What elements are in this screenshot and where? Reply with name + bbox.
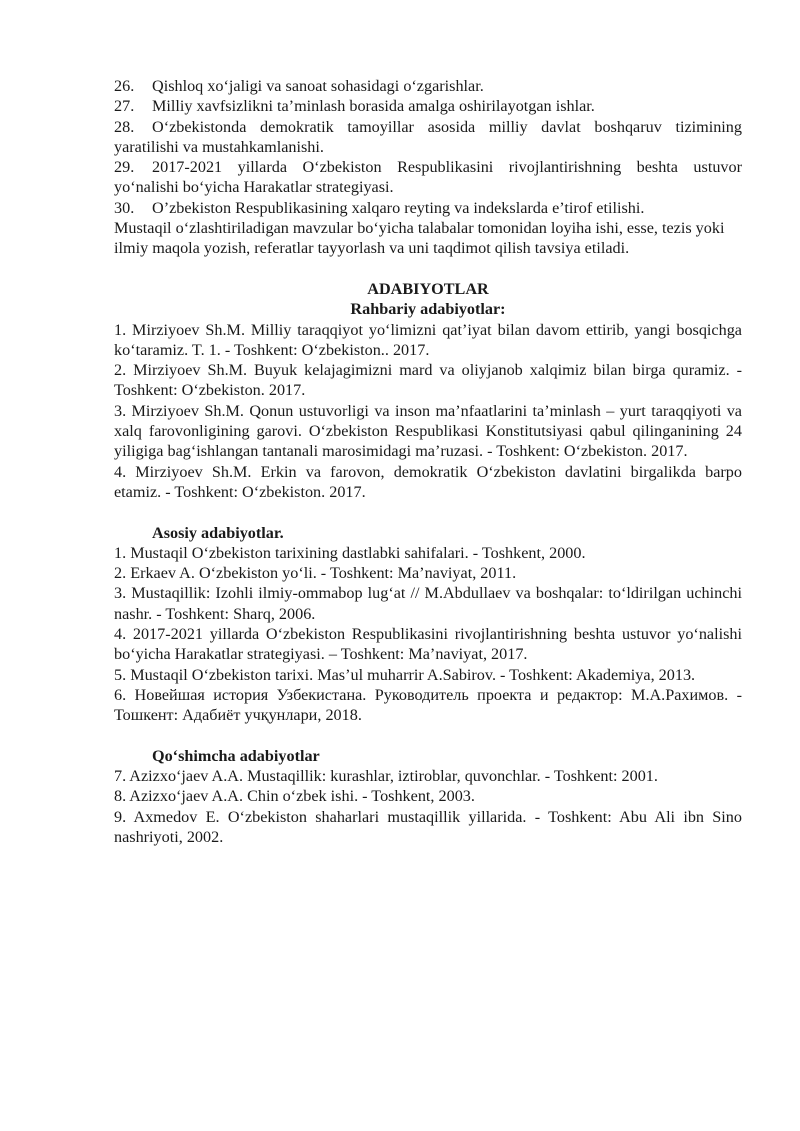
topic-number: 30. <box>114 198 135 217</box>
topic-item <box>114 198 742 218</box>
reference-item: 6. Новейшая история Узбекистана. Руководитель проекта и редактор: М.А.Рахимов. - Тошкент: Адабиёт учқунлари, 2018. <box>114 685 742 725</box>
topic-number: 29. <box>114 158 135 177</box>
topic-text: Milliy xavfsizlikni ta’minlash borasida amalga oshirilayotgan ishlar. <box>152 97 595 116</box>
qoshimcha-list <box>114 766 742 847</box>
independent-study-note: Mustaqil o‘zlashtiriladigan mavzular bo‘yicha talabalar tomonidan loyiha ishi, esse, tezis yoki ilmiy maqola yozish, referatlar tayyorlash va uni taqdimot qilish tavsiya etiladi. <box>114 219 725 258</box>
rahbariy-list <box>114 320 742 503</box>
reference-item: 5. Mustaqil O‘zbekiston tarixi. Mas’ul muharrir A.Sabirov. - Toshkent: Akademiya, 2013. <box>114 665 696 684</box>
reference-item: 1. Mirziyoev Sh.M. Milliy taraqqiyot yo‘limizni qat’iyat bilan davom ettirib, yangi bosqichga ko‘taramiz. T. 1. - Toshkent: O‘zbekiston.. 2017. <box>114 320 742 359</box>
topic-number: 26. <box>114 77 135 95</box>
section-title-rahbariy: Rahbariy adabiyotlar: <box>350 300 506 319</box>
topic-text: O‘zbekistonda demokratik tamoyillar asosida milliy davlat boshqaruv tizimining yaratilishi va mustahkamlanishi. <box>114 117 742 156</box>
reference-item: 4. Mirziyoev Sh.M. Erkin va farovon, demokratik O‘zbekiston davlatini birgalikda barpo etamiz. - Toshkent: O‘zbekiston. 2017. <box>114 462 742 501</box>
topic-text: O’zbekiston Respublikasining xalqaro reyting va indekslarda e’tirof etilishi. <box>152 198 645 217</box>
section-title-qoshimcha: Qo‘shimcha adabiyotlar <box>152 746 320 765</box>
reference-item: 3. Mustaqillik: Izohli ilmiy-ommabop lug‘at // M.Abdullaev va boshqalar: to‘ldirilgan uchinchi nashr. - Toshkent: Sharq, 2006. <box>114 584 742 623</box>
reference-item: 8. Azizxo‘jaev A.A. Chin o‘zbek ishi. - Toshkent, 2003. <box>114 787 475 806</box>
topic-item <box>114 157 742 198</box>
topic-text: 2017-2021 yillarda O‘zbekiston Respublikasini rivojlantirishning beshta ustuvor yo‘nalishi bo‘yicha Harakatlar strategiyasi. <box>114 158 742 197</box>
reference-item: 4. 2017-2021 yillarda O‘zbekiston Respublikasini rivojlantirishning beshta ustuvor yo‘nalishi bo‘yicha Harakatlar strategiyasi. – Toshkent: Ma’naviyat, 2017. <box>114 625 742 664</box>
topic-text: Qishloq xo‘jaligi va sanoat sohasidagi o‘zgarishlar. <box>152 77 484 95</box>
reference-item: 1. Mustaqil O‘zbekiston tarixining dastlabki sahifalari. - Toshkent, 2000. <box>114 543 586 562</box>
reference-item: 9. Axmedov E. O‘zbekiston shaharlari mustaqillik yillarida. - Toshkent: Abu Ali ibn Sino nashriyoti, 2002. <box>114 807 742 846</box>
reference-item: 7. Azizxo‘jaev A.A. Mustaqillik: kurashlar, iztiroblar, quvonchlar. - Toshkent: 2001. <box>114 767 658 786</box>
topic-number: 28. <box>114 117 135 136</box>
document-page <box>114 76 742 847</box>
topic-number: 27. <box>114 97 135 116</box>
reference-item: 2. Mirziyoev Sh.M. Buyuk kelajagimizni mard va oliyjanob xalqimiz bilan birga quramiz. - Toshkent: O‘zbekiston. 2017. <box>114 361 742 400</box>
reference-item: 3. Mirziyoev Sh.M. Qonun ustuvorligi va inson ma’nfaatlarini ta’minlash – yurt taraqqiyoti va xalq farovonligining garovi. O‘zbekiston Respublikasi Konstitutsiyasi qabul qilinganining 24 yiligiga bag‘ishlangan tantanali marosimidagi ma’ruzasi. - Toshkent: O‘zbekiston. 2017. <box>114 401 742 461</box>
section-title-asosiy: Asosiy adabiyotlar. <box>152 523 284 542</box>
topics-list <box>114 76 742 259</box>
literature-heading: ADABIYOTLAR <box>367 279 489 298</box>
topic-item <box>114 117 742 158</box>
reference-item: 2. Erkaev A. O‘zbekiston yo‘li. - Toshkent: Ma’naviyat, 2011. <box>114 564 517 583</box>
topic-item <box>114 96 742 116</box>
asosiy-list <box>114 543 742 726</box>
topic-item <box>114 76 742 96</box>
